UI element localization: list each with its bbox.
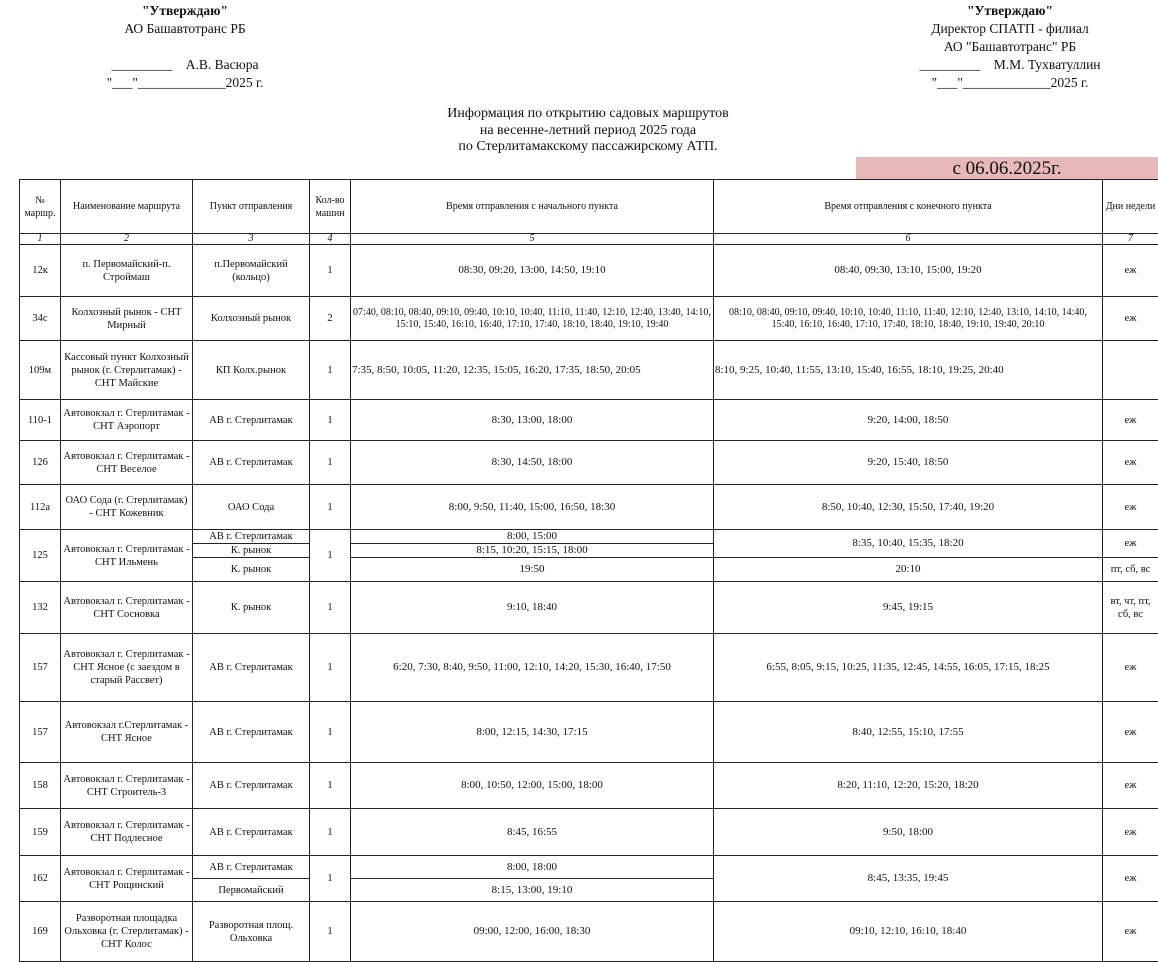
approval-date-right: "___"_____________2025 г.: [880, 74, 1140, 92]
table-row: [20, 582, 1158, 634]
vehicle-count: 2: [310, 297, 351, 341]
approval-org-left: АО Башавтотранс РБ: [60, 20, 310, 38]
column-number: 6: [714, 234, 1103, 245]
departure-times-end: 20:10: [714, 558, 1103, 582]
header-departure-start: Время отправления с начального пункта: [351, 180, 714, 234]
route-number: 157: [20, 702, 61, 763]
table-row: [20, 634, 1158, 702]
column-number-row: [20, 234, 1158, 245]
route-name: п. Первомайский-п. Строймаш: [61, 245, 193, 297]
vehicle-count: 1: [310, 856, 351, 902]
operating-days: еж: [1103, 245, 1158, 297]
route-number: 157: [20, 634, 61, 702]
header-days: Дни недели: [1103, 180, 1158, 234]
departure-times-start: 8:00, 15:00: [351, 530, 714, 544]
departure-times-start: 8:00, 18:00: [351, 856, 714, 879]
vehicle-count: 1: [310, 341, 351, 400]
departure-times-start: 09:00, 12:00, 16:00, 18:30: [351, 902, 714, 962]
header-departure-end: Время отправления с конечного пункта: [714, 180, 1103, 234]
departure-times-end: 8:45, 13:35, 19:45: [714, 856, 1103, 902]
column-number: 7: [1103, 234, 1158, 245]
route-name: Автовокзал г. Стерлитамак - СНТ Подлесное: [61, 809, 193, 856]
vehicle-count: 1: [310, 702, 351, 763]
table-row: [20, 902, 1158, 962]
route-name: Автовокзал г. Стерлитамак - СНТ Веселое: [61, 441, 193, 485]
signature-blank-right: _________: [919, 56, 980, 74]
route-origin: Первомайский: [193, 879, 310, 902]
route-origin: АВ г. Стерлитамак: [193, 530, 310, 544]
route-name: Автовокзал г. Стерлитамак - СНТ Ясное (с заездом в старый Рассвет): [61, 634, 193, 702]
route-number: 125: [20, 530, 61, 582]
table-row: [20, 530, 1158, 544]
route-name: Колхозный рынок - СНТ Мирный: [61, 297, 193, 341]
route-origin: АВ г. Стерлитамак: [193, 400, 310, 441]
route-origin: Разворотная площ. Ольховка: [193, 902, 310, 962]
route-name: Автовокзал г. Стерлитамак - СНТ Сосновка: [61, 582, 193, 634]
effective-date-banner: с 06.06.2025г.: [856, 157, 1158, 179]
route-origin: АВ г. Стерлитамак: [193, 763, 310, 809]
approval-signature-right: [880, 56, 1140, 74]
operating-days: еж: [1103, 856, 1158, 902]
document-title: [388, 106, 788, 156]
departure-times-end: 8:20, 11:10, 12:20, 15:20, 18:20: [714, 763, 1103, 809]
table-row: [20, 400, 1158, 441]
signatory-right: М.М. Тухватуллин: [994, 57, 1101, 72]
operating-days: еж: [1103, 809, 1158, 856]
route-number: 132: [20, 582, 61, 634]
route-origin: АВ г. Стерлитамак: [193, 634, 310, 702]
table-row: [20, 441, 1158, 485]
operating-days: еж: [1103, 702, 1158, 763]
departure-times-start: 6:20, 7:30, 8:40, 9:50, 11:00, 12:10, 14:20, 15:30, 16:40, 17:50: [351, 634, 714, 702]
departure-times-start: 8:00, 9:50, 11:40, 15:00, 16:50, 18:30: [351, 485, 714, 530]
operating-days: [1103, 341, 1158, 400]
title-line-1: Информация по открытию садовых маршрутов: [388, 106, 788, 123]
departure-times-start: 19:50: [351, 558, 714, 582]
approval-date-left: "___"_____________2025 г.: [60, 74, 310, 92]
header-vehicle-count: Кол-во машин: [310, 180, 351, 234]
approval-title-right: "Утверждаю": [880, 2, 1140, 20]
vehicle-count: 1: [310, 245, 351, 297]
route-name: Разворотная площадка Ольховка (г. Стерлитамак) - СНТ Колос: [61, 902, 193, 962]
approval-signature-left: [60, 56, 310, 74]
route-number: 162: [20, 856, 61, 902]
departure-times-start: 8:30, 14:50, 18:00: [351, 441, 714, 485]
route-origin: К. рынок: [193, 582, 310, 634]
route-origin: АВ г. Стерлитамак: [193, 856, 310, 879]
operating-days: еж: [1103, 297, 1158, 341]
title-line-3: по Стерлитамакскому пассажирскому АТП.: [388, 139, 788, 156]
table-row: [20, 245, 1158, 297]
departure-times-end: 9:45, 19:15: [714, 582, 1103, 634]
table-row: [20, 702, 1158, 763]
route-number: 159: [20, 809, 61, 856]
departure-times-end: 8:40, 12:55, 15:10, 17:55: [714, 702, 1103, 763]
header-route-name: Наименование маршрута: [61, 180, 193, 234]
departure-times-start: 8:30, 13:00, 18:00: [351, 400, 714, 441]
approval-org-right: АО "Башавтотранс" РБ: [880, 38, 1140, 56]
table-header-row: [20, 180, 1158, 234]
departure-times-start: 8:45, 16:55: [351, 809, 714, 856]
approval-position-right: Директор СПАТП - филиал: [880, 20, 1140, 38]
vehicle-count: 1: [310, 485, 351, 530]
departure-times-end: 6:55, 8:05, 9:15, 10:25, 11:35, 12:45, 14:55, 16:05, 17:15, 18:25: [714, 634, 1103, 702]
route-number: 126: [20, 441, 61, 485]
table-row: [20, 856, 1158, 879]
route-number: 112а: [20, 485, 61, 530]
vehicle-count: 1: [310, 441, 351, 485]
column-number: 5: [351, 234, 714, 245]
column-number: 3: [193, 234, 310, 245]
departure-times-end: 9:20, 14:00, 18:50: [714, 400, 1103, 441]
header-origin: Пункт отправления: [193, 180, 310, 234]
route-origin: АВ г. Стерлитамак: [193, 809, 310, 856]
route-name: ОАО Сода (г. Стерлитамак) - СНТ Кожевник: [61, 485, 193, 530]
route-origin: КП Колх.рынок: [193, 341, 310, 400]
approval-block-right: [880, 2, 1140, 92]
operating-days: еж: [1103, 902, 1158, 962]
operating-days: еж: [1103, 400, 1158, 441]
table-row: [20, 763, 1158, 809]
route-name: Кассовый пункт Колхозный рынок (г. Стерлитамак) - СНТ Майские: [61, 341, 193, 400]
column-number: 1: [20, 234, 61, 245]
route-origin: К. рынок: [193, 544, 310, 558]
departure-times-end: 8:10, 9:25, 10:40, 11:55, 13:10, 15:40, 16:55, 18:10, 19:25, 20:40: [714, 341, 1103, 400]
route-number: 110-1: [20, 400, 61, 441]
operating-days: пт, сб, вс: [1103, 558, 1158, 582]
route-origin: АВ г. Стерлитамак: [193, 441, 310, 485]
departure-times-start: 08:30, 09:20, 13:00, 14:50, 19:10: [351, 245, 714, 297]
vehicle-count: 1: [310, 634, 351, 702]
vehicle-count: 1: [310, 763, 351, 809]
table-row: [20, 297, 1158, 341]
approval-title-left: "Утверждаю": [60, 2, 310, 20]
approval-block-left: [60, 2, 310, 92]
vehicle-count: 1: [310, 400, 351, 441]
departure-times-start: 8:00, 10:50, 12:00, 15:00, 18:00: [351, 763, 714, 809]
route-name: Автовокзал г. Стерлитамак - СНТ Ильмень: [61, 530, 193, 582]
departure-times-end: 08:40, 09:30, 13:10, 15:00, 19:20: [714, 245, 1103, 297]
table-row: [20, 485, 1158, 530]
departure-times-end: 08:10, 08:40, 09:10, 09:40, 10:10, 10:40, 11:10, 11:40, 12:10, 12:40, 13:10, 14:10, 14:40, 15:40, 16:10, 16:40, 17:10, 17:40, 18:10, 18:40, 19:10, 19:40, 20:10: [714, 297, 1103, 341]
departure-times-start: 8:00, 12:15, 14:30, 17:15: [351, 702, 714, 763]
operating-days: еж: [1103, 763, 1158, 809]
schedule-table: [19, 179, 1158, 962]
vehicle-count: 1: [310, 530, 351, 582]
route-name: Автовокзал г. Стерлитамак - СНТ Строитель-3: [61, 763, 193, 809]
departure-times-end: 9:50, 18:00: [714, 809, 1103, 856]
route-name: Автовокзал г. Стерлитамак - СНТ Рощинский: [61, 856, 193, 902]
route-number: 169: [20, 902, 61, 962]
departure-times-start: 7:35, 8:50, 10:05, 11:20, 12:35, 15:05, 16:20, 17:35, 18:50, 20:05: [351, 341, 714, 400]
route-origin: АВ г. Стерлитамак: [193, 702, 310, 763]
departure-times-end: 8:35, 10:40, 15:35, 18:20: [714, 530, 1103, 558]
route-origin: ОАО Сода: [193, 485, 310, 530]
route-number: 34с: [20, 297, 61, 341]
route-origin: Колхозный рынок: [193, 297, 310, 341]
departure-times-start: 8:15, 10:20, 15:15, 18:00: [351, 544, 714, 558]
table-row: [20, 809, 1158, 856]
departure-times-start: 8:15, 13:00, 19:10: [351, 879, 714, 902]
route-name: Автовокзал г. Стерлитамак - СНТ Аэропорт: [61, 400, 193, 441]
operating-days: вт, чт, пт, сб, вс: [1103, 582, 1158, 634]
vehicle-count: 1: [310, 809, 351, 856]
header-route-number: № маршр.: [20, 180, 61, 234]
departure-times-start: 9:10, 18:40: [351, 582, 714, 634]
column-number: 2: [61, 234, 193, 245]
vehicle-count: 1: [310, 582, 351, 634]
vehicle-count: 1: [310, 902, 351, 962]
title-line-2: на весенне-летний период 2025 года: [388, 123, 788, 140]
operating-days: еж: [1103, 485, 1158, 530]
route-origin: п.Первомайский (кольцо): [193, 245, 310, 297]
operating-days: еж: [1103, 634, 1158, 702]
route-number: 12к: [20, 245, 61, 297]
table-row: [20, 341, 1158, 400]
route-name: Автовокзал г.Стерлитамак - СНТ Ясное: [61, 702, 193, 763]
operating-days: еж: [1103, 530, 1158, 558]
signatory-left: А.В. Васюра: [186, 57, 259, 72]
column-number: 4: [310, 234, 351, 245]
departure-times-end: 09:10, 12:10, 16:10, 18:40: [714, 902, 1103, 962]
operating-days: еж: [1103, 441, 1158, 485]
route-number: 109м: [20, 341, 61, 400]
signature-blank-left: _________: [112, 56, 173, 74]
route-number: 158: [20, 763, 61, 809]
departure-times-end: 8:50, 10:40, 12:30, 15:50, 17:40, 19:20: [714, 485, 1103, 530]
departure-times-end: 9:20, 15:40, 18:50: [714, 441, 1103, 485]
route-origin: К. рынок: [193, 558, 310, 582]
departure-times-start: 07:40, 08:10, 08:40, 09:10, 09:40, 10:10, 10:40, 11:10, 11:40, 12:10, 12:40, 13:40, 14:10, 15:10, 15:40, 16:10, 16:40, 17:10, 17:40, 18:10, 18:40, 19:10, 19:40: [351, 297, 714, 341]
